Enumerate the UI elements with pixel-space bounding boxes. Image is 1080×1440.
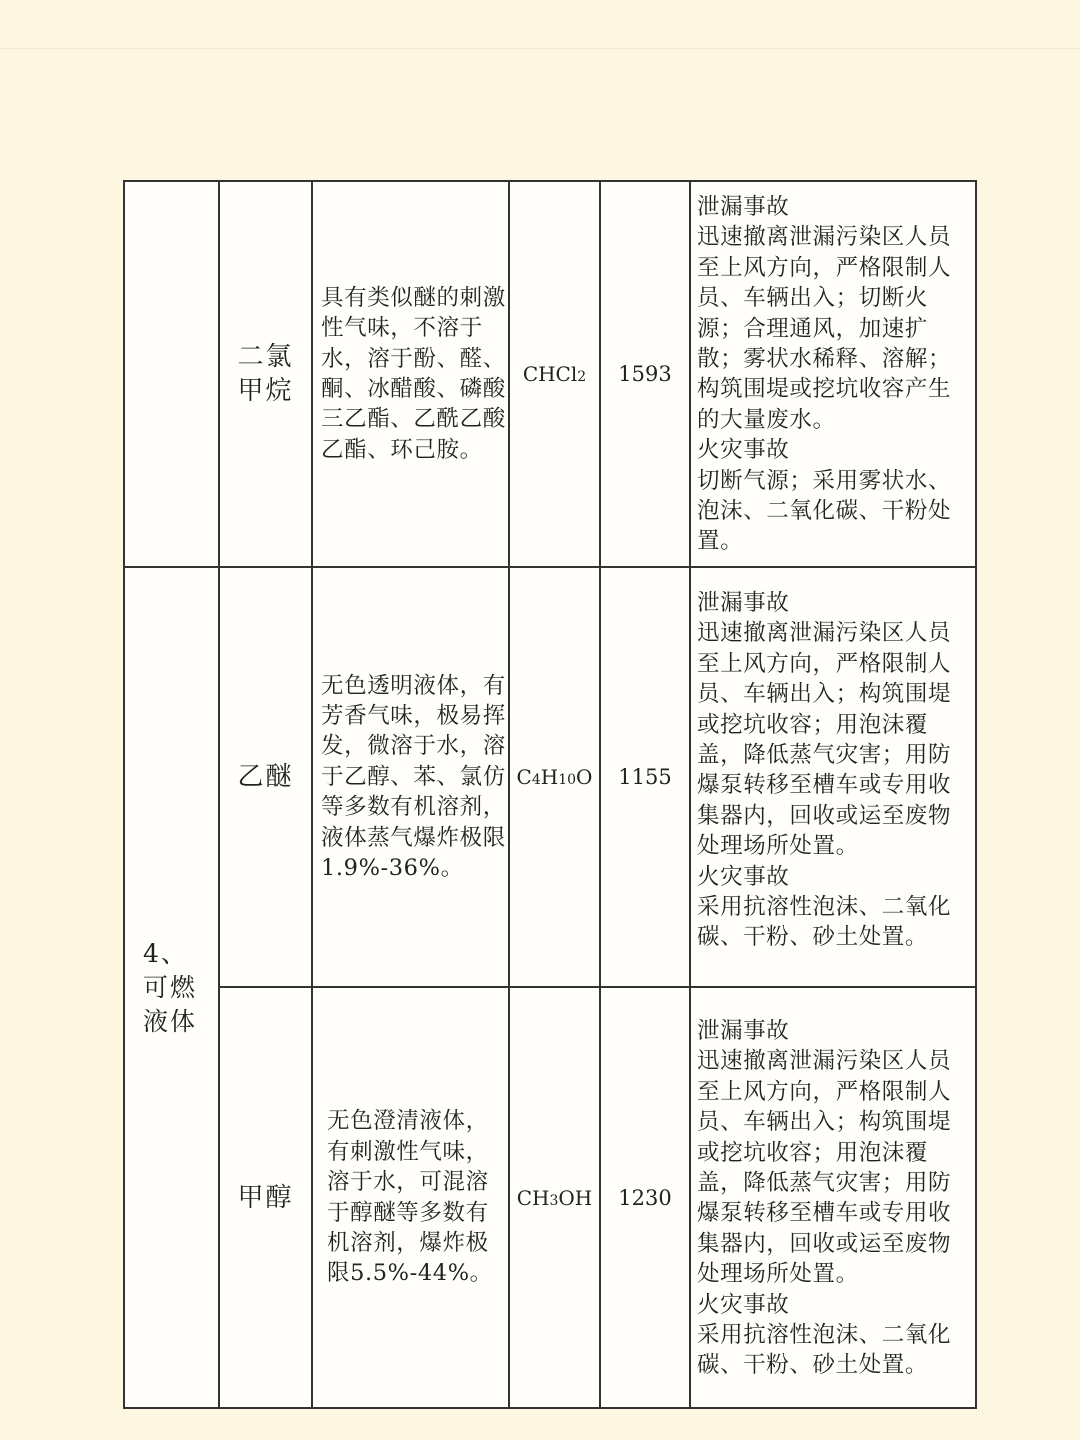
chemical-name: 乙醚 [219,567,312,987]
leak-accident-title: 泄漏事故 [697,1018,790,1044]
chemical-properties: 无色透明液体，有芳香气味，极易挥发，微溶于水，溶于乙醇、苯、氯仿等多数有机溶剂，液体蒸气爆炸极限1.9%-36%。 [312,567,509,987]
leak-accident-title: 泄漏事故 [697,590,790,616]
fire-accident-measures: 采用抗溶性泡沫、二氧化碳、干粉、砂土处置。 [697,1322,952,1379]
fire-accident-title: 火灾事故 [697,437,790,464]
leak-accident-measures: 迅速撤离泄漏污染区人员至上风方向，严格限制人员、车辆出入；切断火源；合理通风，加速扩散；雾状水稀释、溶解；构筑围堤或挖坑收容产生的大量废水。 [697,224,952,433]
formula-part: H [540,765,559,789]
category-cell-continued [124,181,219,567]
table-row-diethyl-ether [124,567,976,987]
chemical-formula [509,987,600,1408]
formula-part: CHCl [522,362,578,386]
un-number: 1593 [600,181,690,567]
leak-accident-measures: 迅速撤离泄漏污染区人员至上风方向，严格限制人员、车辆出入；构筑围堤或挖坑收容；用泡沫覆盖，降低蒸气灾害；用防爆泵转移至槽车或专用收集器内，回收或运至废物处理场所处置。 [697,620,952,860]
emergency-measures [690,987,976,1408]
chemical-properties: 无色澄清液体，有刺激性气味，溶于水，可混溶于醇醚等多数有机溶剂，爆炸极限5.5%-44%。 [312,987,509,1408]
chemical-formula [509,567,600,987]
leak-accident-measures: 迅速撤离泄漏污染区人员至上风方向，严格限制人员、车辆出入；构筑围堤或挖坑收容；用泡沫覆盖，降低蒸气灾害；用防爆泵转移至槽车或专用收集器内，回收或运至废物处理场所处置。 [697,1048,952,1288]
formula-subscript: 10 [558,772,577,788]
leak-accident-title: 泄漏事故 [697,194,790,220]
un-number: 1230 [600,987,690,1408]
fire-accident-title: 火灾事故 [697,863,790,890]
emergency-measures [690,181,976,567]
page-top-divider [0,48,1080,49]
formula-subscript: 3 [549,1192,559,1209]
fire-accident-title: 火灾事故 [697,1291,790,1318]
formula-part: OH [558,1185,593,1210]
formula-subscript: 2 [577,369,587,385]
formula-part: O [576,765,593,789]
formula-subscript: 4 [531,772,541,788]
chemical-name: 甲醇 [219,987,312,1408]
fire-accident-measures: 切断气源；采用雾状水、泡沫、二氧化碳、干粉处置。 [697,467,952,555]
formula-part: C [516,765,532,789]
table-row-methanol [124,987,976,1408]
formula-part: CH [516,1185,550,1210]
hazard-category: 4、可燃液体 [124,567,219,1408]
chemical-name: 二氯甲烷 [219,181,312,567]
fire-accident-measures: 采用抗溶性泡沫、二氧化碳、干粉、砂土处置。 [697,894,952,951]
chemical-properties: 具有类似醚的刺激性气味，不溶于水，溶于酚、醛、酮、冰醋酸、磷酸三乙酯、乙酰乙酸乙酯、环己胺。 [312,181,509,567]
un-number: 1155 [600,567,690,987]
table-row-dichloromethane [124,181,976,567]
emergency-measures [690,567,976,987]
chemical-formula [509,181,600,567]
hazardous-chemicals-table [123,180,977,1409]
